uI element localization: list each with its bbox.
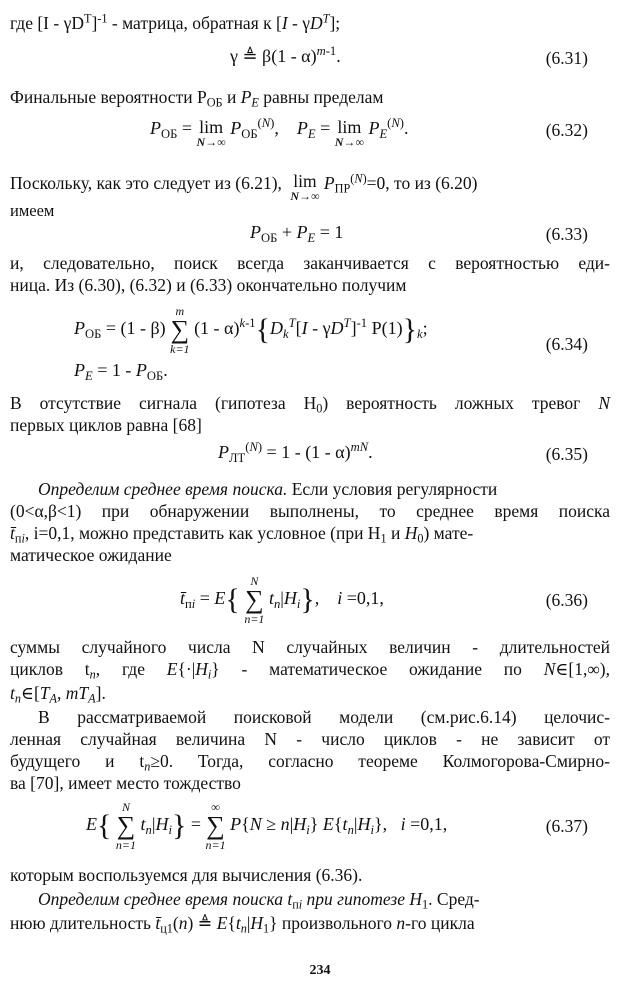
text-line-4: имеем — [10, 201, 55, 220]
text-fragment: будущего и t — [10, 751, 145, 771]
text-line-8: первых циклов равна [68] — [10, 415, 202, 435]
equation-number: (6.37) — [545, 816, 588, 836]
equation-6-35: $P_{ЛТ}^{(N)} = 1 - (1 - \alpha)^{mN}$. (6.35) — [218, 440, 588, 465]
text-fragment: Финальные вероятности P — [10, 87, 207, 107]
text-fragment: где [I - γD — [10, 13, 84, 33]
text-fragment: Если условия регулярности — [291, 479, 498, 499]
equation-number: (6.32) — [545, 120, 588, 140]
equation-6-33: $P_{ОБ} + P_E = 1$ (6.33) — [250, 222, 588, 245]
text-line-6: ница. Из (6.30), (6.32) и (6.33) окончательно получим — [10, 275, 407, 295]
equation-number: (6.35) — [545, 444, 588, 464]
equation-6-31: γ ≜ β(1 - α)$^{m-1}$. (6.31) — [230, 44, 588, 68]
text-line-10: (0<α,β<1) при обнаружении выполнены, то среднее время поиска — [10, 501, 610, 521]
text-line-18: будущего и $t_n\ge 0$. Тогда, согласно теореме Колмогорова-Смирно- — [10, 751, 610, 774]
text-line-2: Финальные вероятности $P_{ОБ}$ и $P_E$ равны пределам — [10, 87, 384, 110]
text-fragment: Сред- — [436, 889, 480, 909]
text-line-16: В рассматриваемой поисковой модели (см.рис.6.14) целочис- — [38, 707, 610, 727]
text-fragment: В отсутствие сигнала (гипотеза H — [10, 393, 317, 413]
text-fragment: Определим среднее время поиска t — [38, 889, 293, 909]
text-line-3: Поскольку, как это следует из (6.21), lim N→∞ $P_{ПР}^{(N)}=0$, то из (6.20) — [10, 171, 478, 203]
equation-number: (6.33) — [545, 224, 588, 244]
text-line-20: которым воспользуемся для вычисления (6.36). — [10, 865, 363, 885]
text-line-19: ва [70], имеет место тождество — [10, 773, 241, 793]
text-line-17: ленная случайная величина N - число циклов - не зависит от — [10, 729, 610, 749]
text-fragment: t — [10, 683, 15, 703]
text-line-11: $t̄_{пi}$, i=0,1, можно представить как условное (при $H_1$ и $H_0$) мате- — [10, 523, 474, 546]
text-line-13: суммы случайного числа N случайных величин - длительностей — [10, 637, 610, 657]
text-fragment: Поскольку, как это следует из (6.21), — [10, 173, 282, 193]
equation-number: (6.34) — [545, 334, 588, 354]
equation-number: (6.36) — [545, 590, 588, 610]
text-line-1: где $[I - \gamma D^T]^{-1}$ - матрица, обратная к $[I - \gamma D^T]$; — [10, 11, 341, 33]
equation-6-36: $t̄_{пi} = E${ N ∑ n=1 $t_n|H_i$}, i =0,1, (6.36) — [180, 574, 588, 626]
text-fragment: Определим среднее время поиска. — [38, 479, 288, 499]
equation-6-37: E{ N ∑ n=1 $t_n|H_i$} = ∞ ∑ n=1 $P\{N \ge n|H_i\}$ $E\{t_n|H_i\}$, i =0,1, (6.37) — [86, 800, 588, 852]
text-line-15: $t_n\in[T_A$, $mT_A$]. — [10, 683, 106, 706]
text-line-14: циклов $t_n$, где $E\{\cdot|H_i\}$ - математическое ожидание по N∈[1,∞), — [10, 659, 611, 682]
text-line-5: и, следовательно, поиск всегда заканчивается с вероятностью еди- — [10, 253, 610, 273]
text-line-9 — [38, 478, 610, 500]
equation-number: (6.31) — [545, 48, 588, 68]
text-fragment: нюю длительность — [10, 913, 151, 933]
text-line-7: В отсутствие сигнала (гипотеза $H_0$) вероятность ложных тревог N — [10, 393, 610, 416]
equation-6-32: $P_{ОБ} = \lim$ N→∞ $P_{ОБ}^{(N)}$, $P_E = \lim$ N→∞ $P_E^{(N)}$. (6.32) — [150, 116, 588, 149]
text-fragment: i=0,1, можно представить как условное (при H — [33, 523, 381, 543]
text-line-22: нюю длительность $t̄_{ц1}(n)$ ≜ $E\{t_n|H_1\}$ произвольного n-го цикла — [10, 913, 475, 936]
text-line-21: Определим среднее время поиска $t_{пi}$ при гипотезе $H_1$. Сред- — [38, 889, 480, 912]
text-fragment: циклов t — [10, 659, 90, 679]
equation-6-34: $P_{ОБ} = (1 - \beta)$ m ∑ k=1 $(1 - \alpha)^{k-1}\{D_k^T[I - \gamma D^T]^{-1}$ $P(1)\}_k$; $P_E = 1 - P_{ОБ}$. (6.34) — [74, 304, 588, 383]
page-number: 234 — [309, 963, 331, 978]
text-line-12: матическое ожидание — [10, 545, 172, 565]
